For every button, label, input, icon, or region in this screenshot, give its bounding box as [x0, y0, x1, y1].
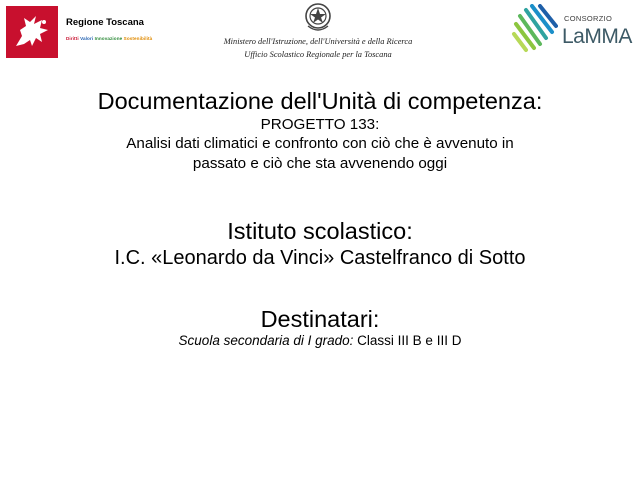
- recipients-classes: Classi III B e III D: [353, 333, 462, 348]
- project-number: PROGETTO 133:: [260, 116, 380, 133]
- recipients-line: [0, 333, 640, 349]
- tagline-word: Valori: [80, 36, 94, 41]
- pegasus-flag-icon: [6, 6, 58, 58]
- document-title: Documentazione dell'Unità di competenza:: [97, 88, 543, 114]
- miur-ministry-name: Ministero dell'Istruzione, dell'Università e della Ricerca: [223, 37, 413, 46]
- toscana-name: Regione Toscana: [66, 17, 144, 28]
- lamma-logo: [510, 4, 636, 56]
- institute-name: I.C. «Leonardo da Vinci» Castelfranco di Sotto: [114, 247, 526, 269]
- lamma-consorzio-label: CONSORZIO: [564, 14, 613, 23]
- tagline-word: Sostenibilità: [123, 36, 153, 41]
- recipients-label: Destinatari:: [260, 306, 380, 332]
- institute-label: Istituto scolastico:: [227, 218, 413, 244]
- project-description-line-1: Analisi dati climatici e confronto con ciò che è avvenuto in: [126, 135, 514, 152]
- miur-office-name: Ufficio Scolastico Regionale per la Toscana: [244, 50, 392, 59]
- project-description-line-2: passato e ciò che sta avvenendo oggi: [192, 155, 448, 172]
- toscana-tagline: [66, 36, 152, 41]
- italian-republic-emblem-icon: [304, 2, 332, 34]
- tagline-word: Diritti: [66, 36, 79, 41]
- regione-toscana-logo: [6, 6, 176, 58]
- tagline-word: Innovazione: [94, 36, 123, 41]
- recipients-level: Scuola secondaria di I grado:: [178, 333, 354, 348]
- lamma-stripes-icon: [510, 4, 558, 54]
- lamma-name: LaMMA: [562, 25, 632, 48]
- miur-logo: [213, 2, 423, 62]
